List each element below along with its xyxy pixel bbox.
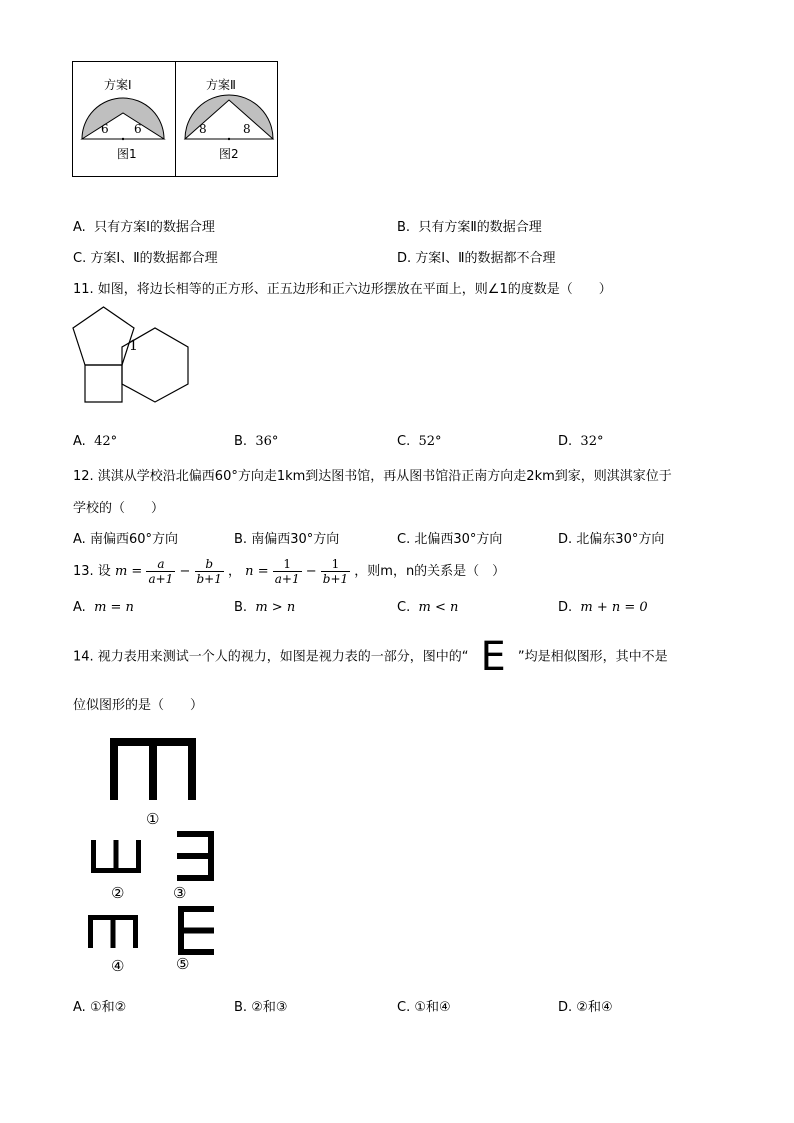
q11-option-a[interactable]: A. 42° [73,434,118,449]
q13-frac1: $\frac{a}{a+1}$ [148,557,174,586]
q14-inline-e-glyph: E [480,634,506,680]
fig1-side-b: 6 [134,122,142,136]
q14-option-a[interactable]: A. ①和② [73,1000,127,1015]
fig2-title: 方案Ⅱ [206,78,236,92]
e-label-1: ① [146,810,160,828]
q12-option-a[interactable]: A. 南偏西60°方向 [73,532,178,547]
q14-option-c[interactable]: C. ①和④ [397,1000,451,1015]
q13-frac3: $\frac{1}{a+1}$ [274,557,300,586]
e-label-3: ③ [173,884,187,902]
fig2-caption: 图2 [219,147,239,161]
q13-option-b[interactable]: B. m > n [234,600,296,615]
q14-stem-line1: 14. 视力表用来测试一个人的视力，如图是视力表的一部分，图中的“ E ”均是相似图形，其中不是 [73,634,668,680]
q13-stem: 13. 设 m = $\frac{a}{a+1}$ − $\frac{b}{b+1}$ ， n = $\frac{1}{a+1}$ − $\frac{1}{b+1}$ ，则m，n的关系是（ ） [73,557,506,586]
fig1-title: 方案Ⅰ [104,78,132,92]
e-shape-5 [178,906,214,955]
q10-option-c[interactable]: C. 方案Ⅰ、Ⅱ的数据都合理 [73,251,218,266]
q11-figure [70,305,194,407]
fig2-side-b: 8 [243,122,251,136]
q13-frac2: $\frac{b}{b+1}$ [196,557,222,586]
e-shape-2 [91,840,141,873]
q14-stem-line2: 位似图形的是（ ） [73,698,204,713]
q14-e-figure [80,730,230,980]
q13-option-c[interactable]: C. m < n [397,600,459,615]
q10-option-a[interactable]: A. 只有方案Ⅰ的数据合理 [73,220,215,235]
e-label-4: ④ [111,957,125,975]
q12-option-d[interactable]: D. 北偏东30°方向 [558,532,665,547]
e-shape-4 [88,915,138,948]
q14-option-b[interactable]: B. ②和③ [234,1000,288,1015]
q14-option-d[interactable]: D. ②和④ [558,1000,613,1015]
e-label-5: ⑤ [176,955,190,973]
fig1-side-a: 6 [101,122,109,136]
fig2-side-a: 8 [199,122,207,136]
fig1-caption: 图1 [117,147,137,161]
q13-option-a[interactable]: A. m = n [73,600,134,615]
q10-figure [72,61,278,177]
e-shape-3 [177,831,214,881]
q11-angle-label: 1 [129,338,138,354]
q10-option-b[interactable]: B. 只有方案Ⅱ的数据合理 [397,220,542,235]
e-shape-1 [110,738,196,800]
e-label-2: ② [111,884,125,902]
q11-option-b[interactable]: B. 36° [234,434,279,449]
q11-option-c[interactable]: C. 52° [397,434,442,449]
q13-frac4: $\frac{1}{b+1}$ [322,557,349,586]
q11-stem: 11. 如图，将边长相等的正方形、正五边形和正六边形摆放在平面上，则∠1的度数是（ ） [73,282,612,297]
q10-option-d[interactable]: D. 方案Ⅰ、Ⅱ的数据都不合理 [397,251,556,266]
q13-option-d[interactable]: D. m + n = 0 [558,600,648,615]
q11-option-d[interactable]: D. 32° [558,434,604,449]
q12-stem-line2: 学校的（ ） [73,501,165,516]
q12-stem-line1: 12. 淇淇从学校沿北偏西60°方向走1km到达图书馆，再从图书馆沿正南方向走2km到家，则淇淇家位于 [73,469,672,484]
q12-option-b[interactable]: B. 南偏西30°方向 [234,532,340,547]
q12-option-c[interactable]: C. 北偏西30°方向 [397,532,503,547]
